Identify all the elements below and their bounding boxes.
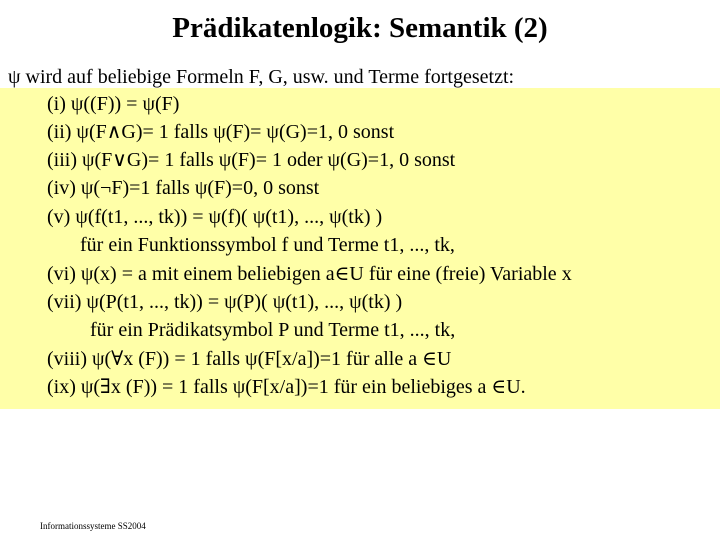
rule-iii: (iii) ψ(F∨G)= 1 falls ψ(F)= 1 oder ψ(G)=1, 0 sonst bbox=[47, 149, 456, 171]
slide-title: Prädikatenlogik: Semantik (2) bbox=[172, 12, 548, 44]
rule-vi: (vi) ψ(x) = a mit einem beliebigen a∈U für eine (freie) Variable x bbox=[47, 263, 572, 285]
rule-ix: (ix) ψ(∃x (F)) = 1 falls ψ(F[x/a])=1 für ein beliebiges a ∈U. bbox=[47, 376, 526, 398]
rule-vii: (vii) ψ(P(t1, ..., tk)) = ψ(P)( ψ(t1), ..., ψ(tk) ) bbox=[47, 291, 403, 313]
rule-v: (v) ψ(f(t1, ..., tk)) = ψ(f)( ψ(t1), ..., ψ(tk) ) bbox=[47, 206, 383, 228]
rule-v-continuation: für ein Funktionssymbol f und Terme t1, ..., tk, bbox=[80, 234, 455, 256]
rule-iv: (iv) ψ(¬F)=1 falls ψ(F)=0, 0 sonst bbox=[47, 177, 320, 199]
intro-line: ψ wird auf beliebige Formeln F, G, usw. und Terme fortgesetzt: bbox=[8, 66, 515, 88]
footer-label: Informationssysteme SS2004 bbox=[40, 521, 146, 531]
rule-i: (i) ψ((F)) = ψ(F) bbox=[47, 93, 180, 115]
rule-ii: (ii) ψ(F∧G)= 1 falls ψ(F)= ψ(G)=1, 0 sonst bbox=[47, 121, 395, 143]
rule-vii-continuation: für ein Prädikatsymbol P und Terme t1, ..., tk, bbox=[90, 319, 456, 341]
rule-viii: (viii) ψ(∀x (F)) = 1 falls ψ(F[x/a])=1 für alle a ∈U bbox=[47, 348, 452, 370]
